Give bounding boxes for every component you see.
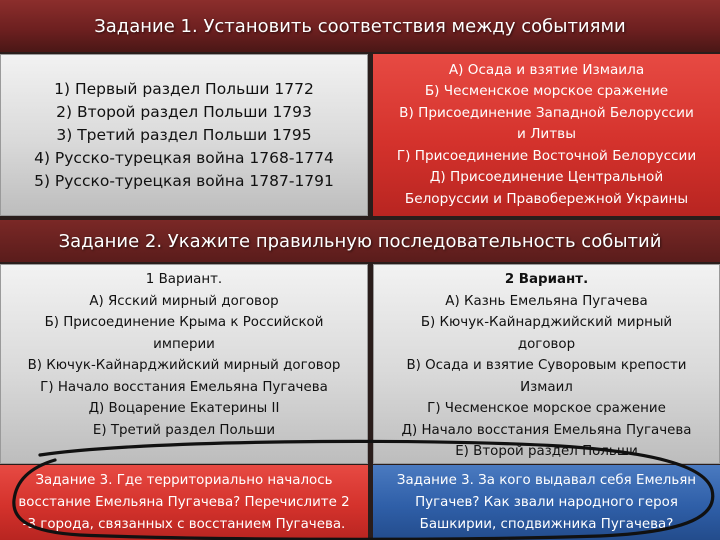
task3-question-right: [373, 465, 720, 540]
variant1-panel: [0, 264, 368, 464]
task3-left-line-3: -3 города, связанных с восстанием Пугачева.: [22, 516, 346, 532]
variant1-line-3: империи: [153, 336, 215, 352]
event-item-1: 1) Первый раздел Польши 1772: [54, 79, 314, 98]
events-list: [0, 54, 368, 216]
outcome-line-5: Г) Присоединение Восточной Белоруссии: [396, 147, 697, 164]
task3-left-line-2: восстание Емельяна Пугачева? Перечислите 2: [18, 494, 350, 510]
event-item-2: 2) Второй раздел Польши 1793: [56, 102, 312, 121]
task3-right-line-1: Задание 3. За кого выдавал себя Емельян: [396, 472, 697, 488]
variant1-line-6: Д) Воцарение Екатерины II: [88, 401, 280, 416]
variant2-line-8: Е) Второй раздел Польши: [455, 444, 638, 459]
task3-question-left: [0, 465, 368, 540]
variant2-line-1: А) Казнь Емельяна Пугачева: [445, 293, 648, 309]
variant2-line-7: Д) Начало восстания Емельяна Пугачева: [401, 422, 692, 438]
outcomes-list: [373, 54, 720, 216]
variant1-line-5: Г) Начало восстания Емельяна Пугачева: [40, 379, 328, 395]
task1-title: Задание 1. Установить соответствия между событиями: [0, 0, 720, 52]
outcome-line-4: и Литвы: [517, 126, 576, 143]
outcome-line-3: В) Присоединение Западной Белоруссии: [399, 104, 694, 121]
event-item-4: 4) Русско-турецкая война 1768-1774: [34, 148, 334, 167]
variant2-line-3: договор: [517, 336, 576, 352]
variant2-panel: [373, 264, 720, 464]
task3-left-line-1: Задание 3. Где территориально началось: [35, 472, 333, 488]
task2-title: Задание 2. Укажите правильную последовательность событий: [0, 220, 720, 262]
event-item-5: 5) Русско-турецкая война 1787-1791: [34, 171, 334, 190]
task3-right-line-2: Пугачев? Как звали народного героя: [415, 494, 678, 510]
variant1-line-2: Б) Присоединение Крыма к Российской: [44, 315, 324, 330]
variant2-line-5: Измаил: [520, 379, 573, 395]
outcome-line-7: Белоруссии и Правобережной Украины: [404, 190, 689, 207]
variant2-line-2: Б) Кючук-Кайнарджийский мирный: [420, 315, 673, 330]
outcome-line-2: Б) Чесменское морское сражение: [424, 83, 669, 100]
outcome-line-6: Д) Присоединение Центральной: [429, 169, 664, 186]
variant1-heading: 1 Вариант.: [145, 272, 223, 287]
variant2-line-4: В) Осада и взятие Суворовым крепости: [406, 358, 687, 373]
task3-right-line-3: Башкирии, сподвижника Пугачева?: [419, 516, 674, 532]
event-item-3: 3) Третий раздел Польши 1795: [56, 125, 312, 144]
variant2-heading: 2 Вариант.: [504, 272, 589, 287]
variant1-line-4: В) Кючук-Кайнарджийский мирный договор: [27, 358, 341, 373]
variant1-line-7: Е) Третий раздел Польши: [92, 422, 276, 438]
outcome-line-1: А) Осада и взятие Измаила: [448, 61, 645, 78]
variant1-line-1: А) Ясский мирный договор: [89, 293, 279, 309]
variant2-line-6: Г) Чесменское морское сражение: [427, 401, 666, 416]
